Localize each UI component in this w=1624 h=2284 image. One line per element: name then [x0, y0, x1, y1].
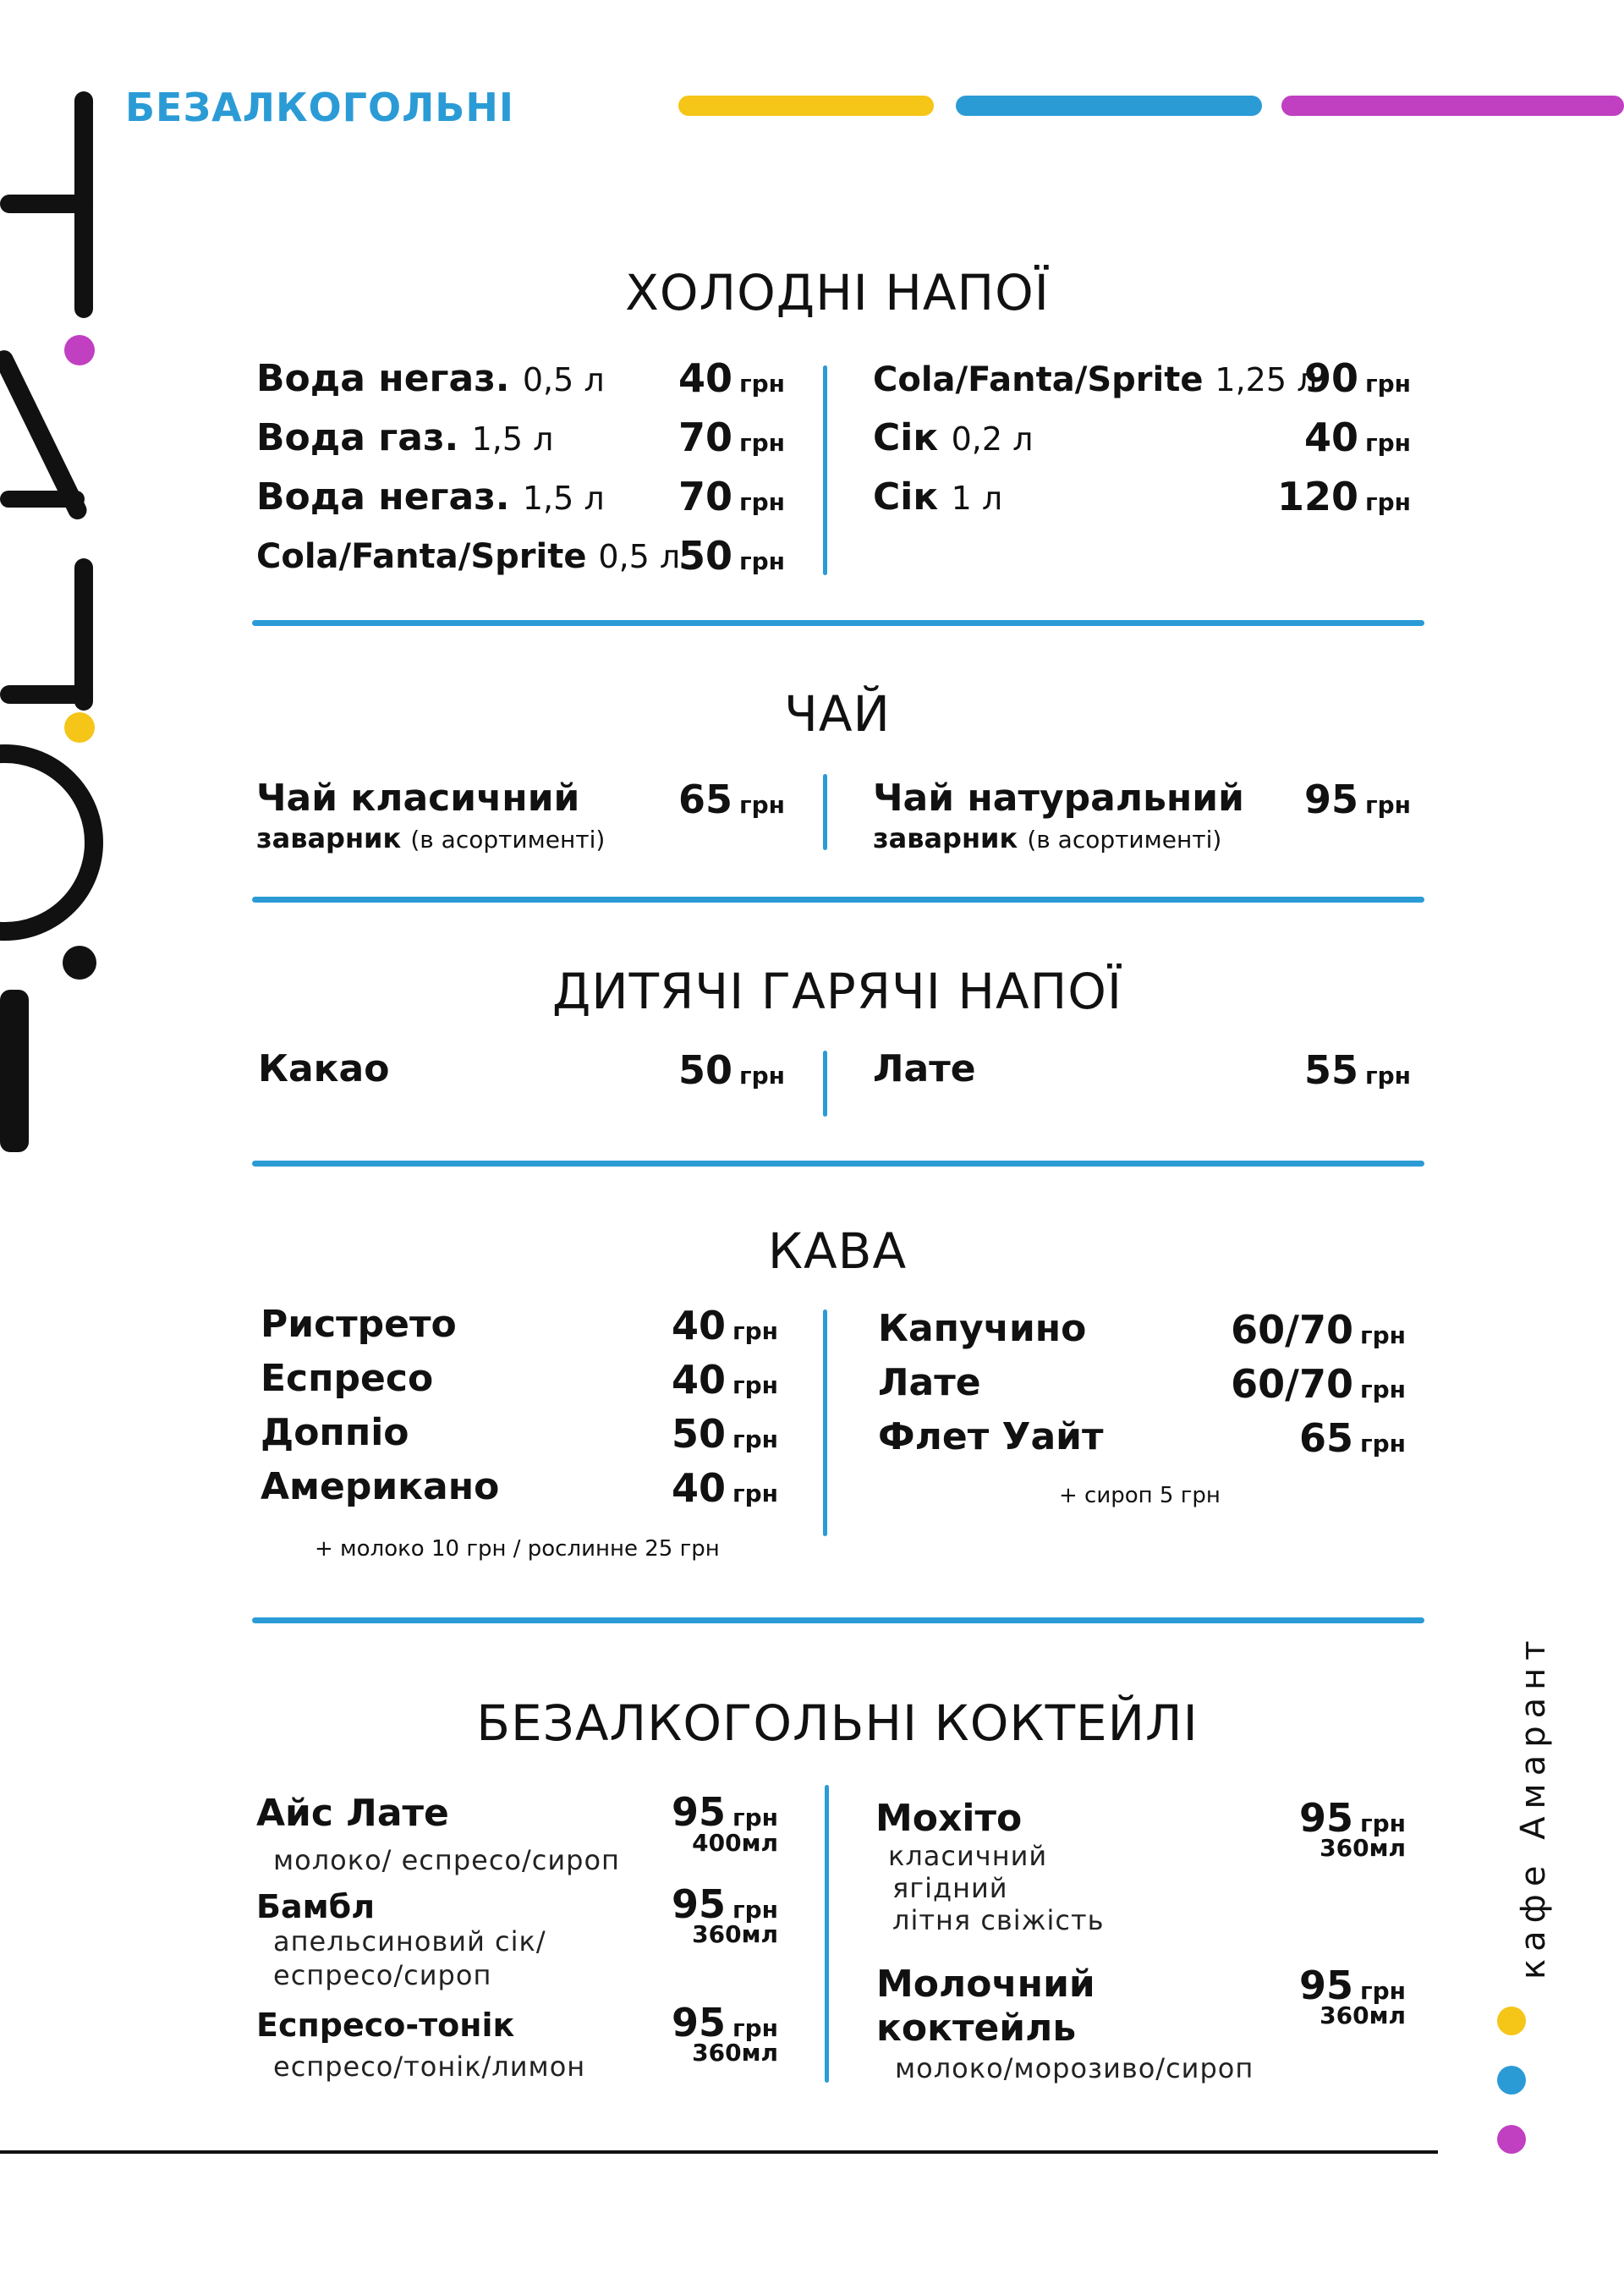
section-separator: [252, 1617, 1424, 1623]
menu-item-name: Лате: [878, 1361, 981, 1404]
coffee-addon-note: + молоко 10 грн / рослинне 25 грн: [315, 1536, 720, 1562]
menu-item-name-line2: коктейль: [876, 2007, 1077, 2050]
menu-item-name: Вода негаз. 0,5 л: [256, 357, 605, 400]
section-separator: [252, 897, 1424, 903]
footer-rule: [0, 2150, 1438, 2154]
brand-vertical-label: кафе Амарант: [1514, 1633, 1553, 1979]
column-divider: [823, 1309, 827, 1536]
menu-item-volume: 360мл: [1320, 2001, 1406, 2029]
menu-item-name: Ристрето: [261, 1303, 457, 1346]
menu-item-price: 40 грн: [671, 1303, 778, 1348]
menu-item-volume: 360мл: [692, 1920, 778, 1948]
menu-item-name: Американо: [261, 1465, 500, 1508]
accent-bar-magenta: [1281, 96, 1624, 116]
section-separator: [252, 620, 1424, 626]
menu-item-subtitle: заварник (в асортименті): [256, 822, 606, 854]
menu-item-name: Флет Уайт: [878, 1415, 1104, 1458]
menu-item-price: 95 грн: [671, 1789, 778, 1835]
logo-stroke: [0, 491, 85, 508]
coffee-syrup-note: + сироп 5 грн: [1059, 1483, 1221, 1508]
accent-bar-blue: [956, 96, 1262, 116]
menu-item-price: 65 грн: [678, 777, 785, 822]
menu-item-name: Еспресо: [261, 1357, 434, 1400]
accent-bar-yellow: [678, 96, 934, 116]
menu-item-description: літня свіжість: [892, 1904, 1105, 1936]
column-divider: [823, 774, 827, 850]
menu-item-name: Вода газ. 1,5 л: [256, 416, 554, 459]
menu-item-description: молоко/ еспресо/сироп: [273, 1844, 620, 1876]
menu-item-name: Какао: [258, 1047, 390, 1090]
section-title-coffee: КАВА: [767, 1222, 908, 1280]
menu-item-description: еспресо/тонік/лимон: [273, 2051, 586, 2083]
menu-item-name: Айс Лате: [256, 1792, 449, 1835]
menu-item-subtitle: заварник (в асортименті): [873, 822, 1222, 854]
menu-item-price: 95 грн: [1298, 1963, 1406, 2008]
menu-item-price: 95 грн: [1303, 777, 1411, 822]
logo-dot-yellow: [64, 712, 95, 743]
logo-dot-black: [63, 946, 96, 980]
menu-item-price: 70 грн: [678, 415, 785, 460]
menu-item-price: 50 грн: [678, 533, 785, 579]
menu-item-price: 50 грн: [671, 1411, 778, 1457]
menu-item-price: 60/70 грн: [1231, 1307, 1406, 1353]
menu-item-price: 40 грн: [671, 1465, 778, 1511]
menu-item-name: Вода негаз. 1,5 л: [256, 475, 605, 519]
logo-dot-magenta: [64, 335, 95, 365]
section-title-tea: ЧАЙ: [784, 685, 891, 743]
menu-item-price: 40 грн: [671, 1357, 778, 1403]
menu-item-name: Бамбл: [256, 1888, 376, 1925]
menu-item-price: 40 грн: [1303, 415, 1411, 460]
menu-item-price: 65 грн: [1298, 1415, 1406, 1461]
menu-item-volume: 400мл: [692, 1829, 778, 1857]
brand-dot-blue: [1497, 2066, 1526, 2095]
section-title-kids: ДИТЯЧІ ГАРЯЧІ НАПОЇ: [551, 963, 1123, 1020]
menu-item-description: молоко/морозиво/сироп: [895, 2052, 1254, 2084]
section-separator: [252, 1161, 1424, 1167]
column-divider: [823, 1051, 827, 1117]
menu-item-price: 95 грн: [671, 1881, 778, 1927]
menu-item-price: 50 грн: [678, 1047, 785, 1093]
brand-dot-yellow: [1497, 2007, 1526, 2035]
menu-item-name: Cola/Fanta/Sprite 1,25 л: [873, 360, 1318, 399]
menu-item-description: апельсиновий сік/: [273, 1925, 546, 1957]
column-divider: [823, 365, 827, 575]
logo-stroke: [0, 195, 93, 213]
menu-item-price: 95 грн: [1298, 1795, 1406, 1841]
menu-item-name: Лате: [873, 1047, 976, 1090]
menu-item-description: класичний: [888, 1840, 1048, 1872]
brand-dot-magenta: [1497, 2125, 1526, 2154]
menu-item-name: Cola/Fanta/Sprite 0,5 л: [256, 537, 681, 576]
menu-item-name: Сік 0,2 л: [873, 416, 1034, 459]
menu-item-description: ягідний: [892, 1872, 1008, 1904]
menu-item-volume: 360мл: [692, 2039, 778, 2067]
menu-item-price: 60/70 грн: [1231, 1361, 1406, 1407]
menu-item-volume: 360мл: [1320, 1834, 1406, 1862]
menu-item-name: Молочний: [876, 1963, 1095, 2006]
section-title-cocktails: БЕЗАЛКОГОЛЬНІ КОКТЕЙЛІ: [476, 1694, 1199, 1752]
menu-item-name: Еспресо-тонік: [256, 2007, 515, 2044]
logo-stroke: [0, 990, 29, 1152]
menu-item-price: 55 грн: [1303, 1047, 1411, 1093]
menu-item-price: 70 грн: [678, 474, 785, 519]
page-title: БЕЗАЛКОГОЛЬНІ: [125, 85, 514, 130]
section-title-cold: ХОЛОДНІ НАПОЇ: [625, 264, 1050, 321]
menu-item-name: Капучино: [878, 1307, 1087, 1350]
menu-item-price: 120 грн: [1276, 474, 1411, 519]
menu-item-name: Чай натуральний: [873, 777, 1244, 820]
menu-item-name: Мохіто: [875, 1797, 1023, 1840]
column-divider: [825, 1785, 829, 2083]
menu-item-price: 90 грн: [1303, 355, 1411, 401]
menu-item-name: Чай класичний: [256, 777, 580, 820]
logo-ring: [0, 744, 103, 941]
menu-item-price: 95 грн: [671, 2000, 778, 2045]
menu-item-name: Сік 1 л: [873, 475, 1003, 519]
menu-item-description: еспресо/сироп: [273, 1959, 492, 1991]
logo-stroke: [0, 685, 93, 704]
menu-item-price: 40 грн: [678, 355, 785, 401]
menu-item-name: Доппіо: [261, 1411, 409, 1454]
